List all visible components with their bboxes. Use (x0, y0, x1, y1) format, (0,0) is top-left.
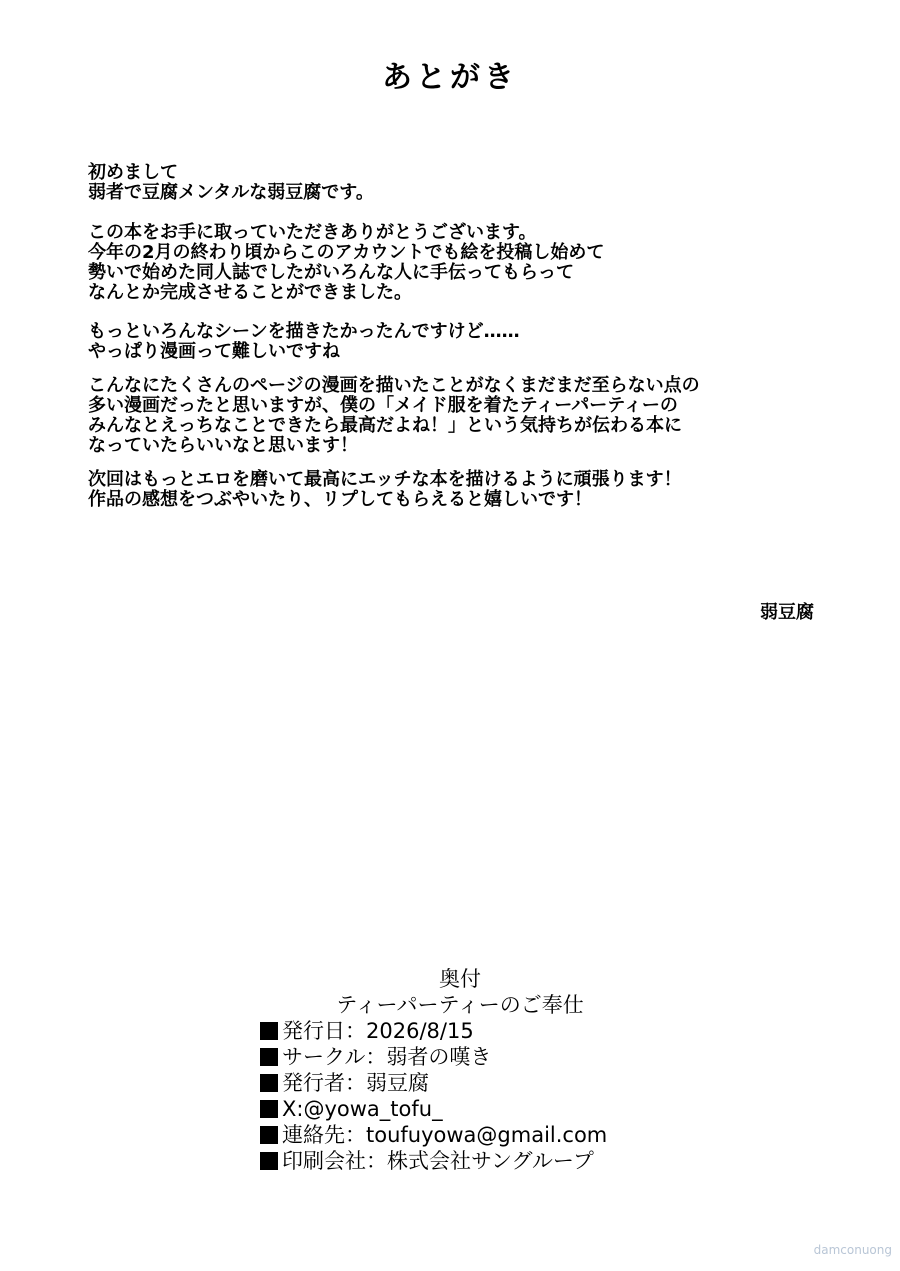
text-line: 次回はもっとエロを磨いて最高にエッチな本を描けるように頑張ります！ (88, 469, 682, 490)
black-square-icon (260, 1152, 278, 1170)
black-square-icon (260, 1074, 278, 1092)
paragraph-thanks (88, 223, 848, 303)
text-line: 弱者で豆腐メンタルな弱豆腐です。 (88, 182, 374, 203)
colophon-row-printer (260, 1148, 680, 1174)
text-line: やっぱり漫画って難しいですね (88, 341, 340, 362)
text-line: もっといろんなシーンを描きたかったんですけど…… (88, 321, 520, 342)
colophon-row-publisher (260, 1070, 680, 1096)
text-line: なっていたらいいなと思います！ (88, 435, 358, 456)
text-line: こんなにたくさんのページの漫画を描いたことがなくまだまだ至らない点の (88, 375, 700, 396)
colophon-row-text: サークル：弱者の嘆き (282, 1045, 492, 1069)
text-line: 今年の2月の終わり頃からこのアカウントでも絵を投稿し始めて (88, 242, 605, 263)
black-square-icon (260, 1048, 278, 1066)
text-line: 初めまして (88, 162, 178, 183)
black-square-icon (260, 1022, 278, 1040)
colophon-row-date (260, 1018, 680, 1044)
paragraph-reflection (88, 322, 848, 362)
paragraph-next-time (88, 470, 848, 510)
paragraph-hopes (88, 376, 848, 456)
text-line: なんとか完成させることができました。 (88, 282, 412, 303)
colophon-book-title: ティーパーティーのご奉仕 (336, 993, 584, 1017)
colophon (260, 966, 680, 1174)
colophon-row-text: 連絡先：toufuyowa@gmail.com (282, 1123, 608, 1147)
text-line: みんなとえっちなことできたら最高だよね！」という気持ちが伝わる本に (88, 415, 682, 436)
text-line: 勢いで始めた同人誌でしたがいろんな人に手伝ってもらって (88, 262, 574, 283)
paragraph-greeting (88, 163, 848, 203)
text-line: 多い漫画だったと思いますが、僕の「メイド服を着たティーパーティーの (88, 395, 678, 416)
text-line: 作品の感想をつぶやいたり、リプしてもらえると嬉しいです！ (88, 489, 592, 510)
colophon-heading: 奥付 (439, 967, 481, 991)
author-signature: 弱豆腐 (760, 602, 814, 623)
colophon-row-contact (260, 1122, 680, 1148)
colophon-row-text: X:@yowa_tofu_ (282, 1097, 443, 1121)
colophon-row-text: 発行日：2026/8/15 (282, 1019, 474, 1043)
colophon-row-text: 発行者：弱豆腐 (282, 1071, 429, 1095)
colophon-row-x-account (260, 1096, 680, 1122)
afterword-body (88, 163, 848, 510)
watermark: damconuong (813, 1243, 892, 1257)
page-title: あとがき (382, 60, 518, 95)
black-square-icon (260, 1126, 278, 1144)
text-line: この本をお手に取っていただきありがとうございます。 (88, 222, 537, 243)
black-square-icon (260, 1100, 278, 1118)
colophon-row-text: 印刷会社：株式会社サングループ (282, 1149, 594, 1173)
colophon-row-circle (260, 1044, 680, 1070)
